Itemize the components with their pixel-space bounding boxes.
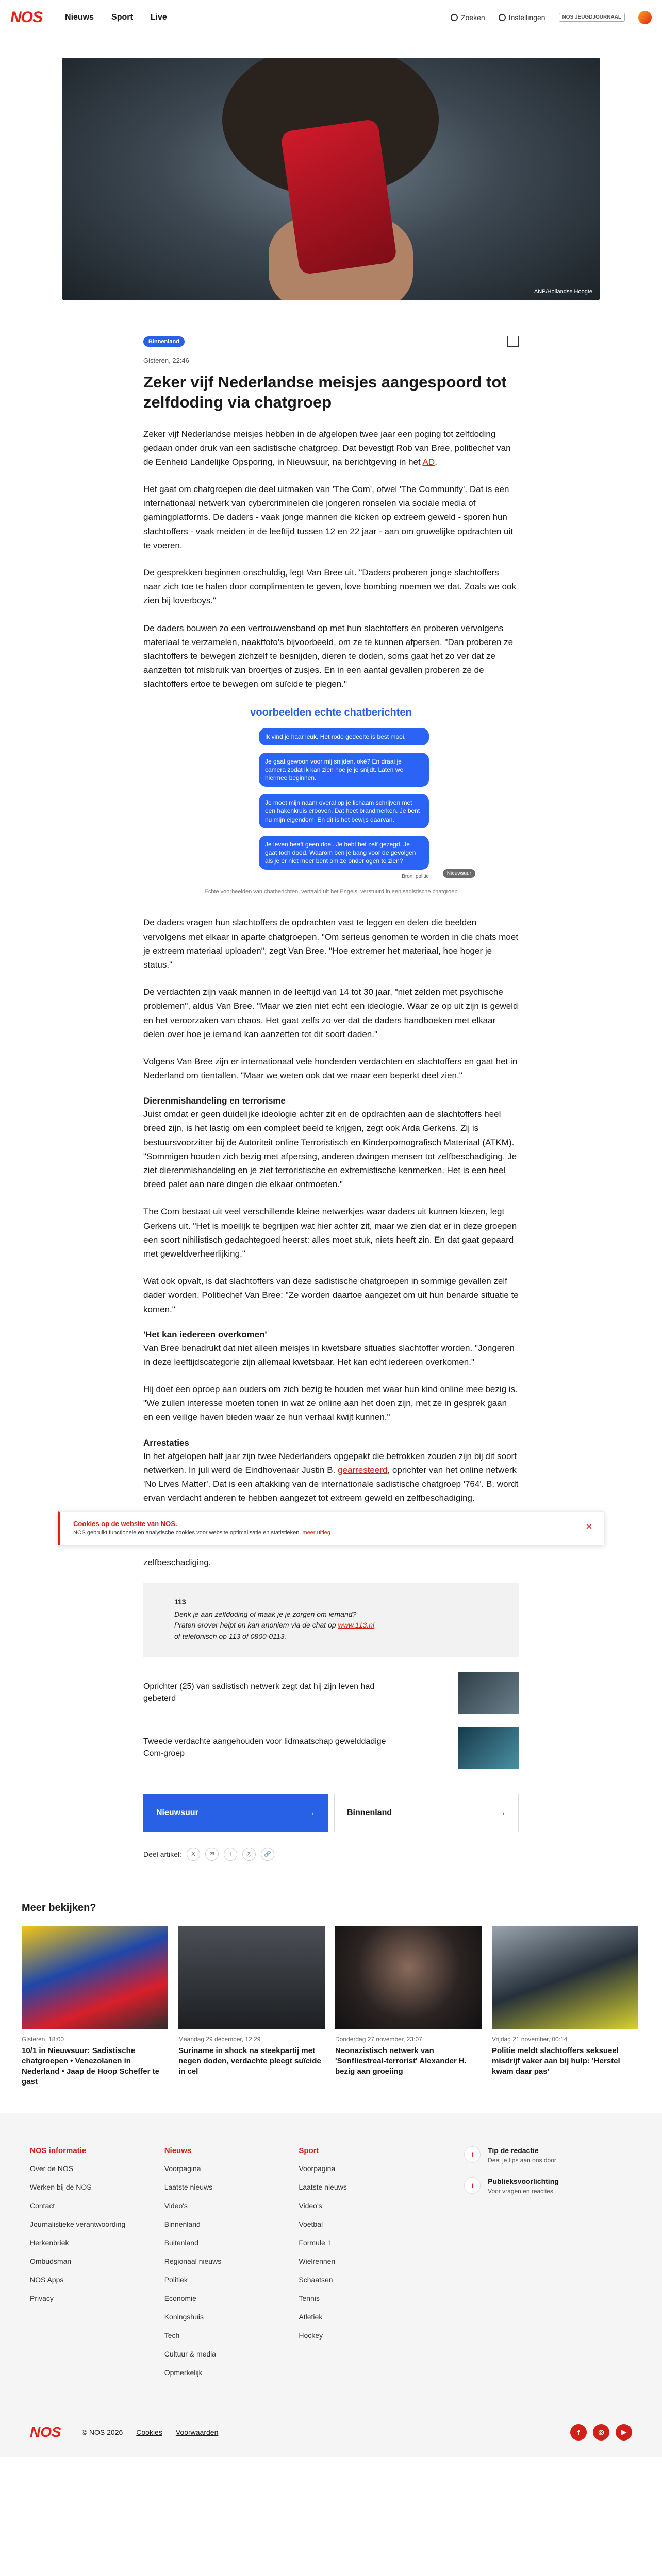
- top-bar: [0, 0, 662, 35]
- chat-source: Bron: politie: [402, 874, 429, 880]
- footer-link[interactable]: Binnenland: [164, 2219, 201, 2228]
- help-infobox: [143, 1583, 519, 1657]
- footer-link[interactable]: Opmerkelijk: [164, 2368, 203, 2377]
- card-date: Maandag 29 december, 12:29: [178, 2035, 261, 2043]
- footer-link[interactable]: Tennis: [299, 2294, 320, 2302]
- footer-link[interactable]: Schaatsen: [299, 2275, 333, 2284]
- footer-link[interactable]: Economie: [164, 2294, 196, 2302]
- section-heading: 'Het kan iedereen overkomen': [143, 1329, 267, 1340]
- chat-bubble: Je gaat gewoon voor mij snijden, oké? En draai je camera zodat ik kan zien hoe je je snijdt. Laten we hiermee beginnen.: [259, 753, 429, 787]
- category-badge[interactable]: Binnenland: [143, 336, 185, 347]
- instagram-icon[interactable]: ◎: [593, 2424, 609, 2441]
- paragraph: In het afgelopen half jaar zijn twee Nederlanders opgepakt die betrokken zouden zijn bij dit soort netwerken. In juli werd de Eindhovenaar Justin B. gearresteerd, oprichter van het online netwerk 'No Lives Matter'. Dat is een aftakking van de internationale sadistische chatgroep '764'. B. wordt ervan verdacht anderen te hebben aangezet tot extreem geweld en zelfbeschadiging.: [143, 1451, 519, 1503]
- footer-link[interactable]: Privacy: [30, 2294, 54, 2302]
- paragraph: Hij doet een oproep aan ouders om zich bezig te houden met waar hun kind online mee bezig is. "We zullen interesse moeten tonen in wat ze online aan het doen zijn, met ze in gesprek gaan en een veilige haven bieden waar ze hun verhaal kwijt kunnen.": [143, 1384, 518, 1422]
- footer-heading: NOS informatie: [30, 2146, 87, 2155]
- source-link[interactable]: AD: [422, 456, 435, 467]
- fside-title: Tip de redactie: [488, 2146, 539, 2155]
- share-x-button[interactable]: X: [187, 1848, 200, 1861]
- footer-link[interactable]: Hockey: [299, 2331, 323, 2340]
- card-image: [22, 1926, 168, 2029]
- nieuwsuur-pill: Nieuwsuur: [443, 869, 475, 878]
- chat-bubble: Ik vind je haar leuk. Het rode gedeelte is best mooi.: [259, 728, 429, 745]
- related-article[interactable]: [143, 1672, 519, 1720]
- footer-link[interactable]: Video's: [164, 2201, 188, 2210]
- arrest-link[interactable]: gearresteerd: [338, 1465, 388, 1475]
- share-whatsapp-button[interactable]: ◎: [242, 1848, 256, 1861]
- card-image: [178, 1926, 325, 2029]
- topic-binnenland[interactable]: Binnenland →: [334, 1794, 519, 1832]
- card-title: Neonazistisch netwerk van 'Sonfliestreal-terrorist' Alexander H. bezig aan groeiing: [335, 2046, 467, 2076]
- footer-link[interactable]: Contact: [30, 2201, 55, 2210]
- hero-phone: [280, 118, 397, 275]
- paragraph: De daders bouwen zo een vertrouwensband op met hun slachtoffers en proberen vervolgens materiaal te verzamelen, naaktfoto's bijvoorbeeld, om ze te kunnen afpersen. "Dan proberen ze slachtoffers te bewegen zichzelf te besnijden, dieren te doden, soms gaat het zo ver dat ze aanzetten tot misbruik van broertjes of zusjes. En in een aantal gevallen proberen ze de slachtoffers ertoe te bewegen om suïcide te plegen.": [143, 623, 514, 689]
- share-mail-button[interactable]: ✉: [205, 1848, 219, 1861]
- card-title: 10/1 in Nieuwsuur: Sadistische chatgroepen • Venezolanen in Nederland • Jaap de Hoop Scheffer te gast: [22, 2046, 159, 2087]
- footer-heading: Sport: [299, 2146, 319, 2155]
- share-icon[interactable]: [507, 336, 519, 347]
- footer-link[interactable]: Tech: [164, 2331, 180, 2340]
- footer-link[interactable]: Regionaal nieuws: [164, 2257, 222, 2265]
- helpline-link[interactable]: www.113.nl: [338, 1621, 375, 1630]
- fside-sub: Deel je tips aan ons door: [488, 2156, 556, 2164]
- topic-nieuwsuur[interactable]: Nieuwsuur →: [143, 1794, 328, 1832]
- settings-label: Instellingen: [508, 13, 545, 22]
- paragraph: Juist omdat er geen duidelijke ideologie achter zit en de opdrachten aan de slachtoffers heel breed zijn, is het lastig om een compleet beeld te krijgen, zegt ook Arda Gerkens. Zij is bestuursvoorzitter bij de Autoriteit online Terroristisch en Kinderpornografisch Materiaal (ATKM). "Sommigen houden zich bezig met afpersing, anderen dwingen mensen tot zelfbeschadiging. Je ziet dierenmishandeling en je ziet terroristische en extremistische kenmerken. Het is een heel breed palet aan nare dingen die elkaar ontmoeten.": [143, 1109, 517, 1190]
- related-title: Oprichter (25) van sadistisch netwerk zegt dat hij zijn leven had gebeterd: [143, 1682, 375, 1703]
- more-card[interactable]: [335, 1926, 482, 2088]
- card-date: Gisteren, 18:00: [22, 2035, 64, 2043]
- image-credit: ANP/Hollandse Hoogte: [534, 289, 592, 295]
- copyright: © NOS 2026: [81, 2428, 123, 2437]
- footer-logo[interactable]: NOS: [30, 2424, 61, 2441]
- paragraph: De gesprekken beginnen onschuldig, legt Van Bree uit. "Daders proberen jonge slachtoffers naar zich toe te halen door complimenten te geven, love bombing noemen we dat. Zoals we ook zien bij loverboys.": [143, 568, 516, 606]
- footer-link[interactable]: Journalistieke verantwoording: [30, 2219, 126, 2228]
- card-title: Suriname in shock na steekpartij met negen doden, verdachte pleegt suïcide in cel: [178, 2046, 321, 2076]
- footer-column-info: [30, 2146, 164, 2387]
- nos-app-icon[interactable]: [638, 11, 652, 24]
- section-heading: Dierenmishandeling en terrorisme: [143, 1096, 286, 1106]
- exclamation-icon: !: [464, 2146, 481, 2163]
- youtube-icon[interactable]: ▶: [616, 2424, 632, 2441]
- footer-column-nieuws: [164, 2146, 299, 2387]
- terms-link[interactable]: Voorwaarden: [175, 2428, 219, 2437]
- footer-link[interactable]: Formule 1: [299, 2238, 332, 2247]
- paragraph: zelfbeschadiging.: [143, 1557, 211, 1568]
- arrow-right-icon: →: [498, 1808, 506, 1817]
- footer-link[interactable]: Video's: [299, 2201, 322, 2210]
- article: [73, 300, 592, 1861]
- footer-link[interactable]: Werken bij de NOS: [30, 2182, 92, 2191]
- chat-bubble: Je moet mijn naam overal op je lichaam schrijven met een hakenkruis erboven. Dat heet brandmerken. Je bent nu mijn eigendom. En dit is het bewijs daarvan.: [259, 794, 429, 828]
- hero-image: [62, 58, 600, 300]
- more-section: [0, 1902, 662, 2088]
- share-facebook-button[interactable]: f: [224, 1848, 237, 1861]
- top-bar-actions: [451, 11, 652, 24]
- footer-link[interactable]: Wielrennen: [299, 2257, 336, 2265]
- chat-title: voorbeelden echte chatberichten: [250, 706, 412, 718]
- section-heading: Arrestaties: [143, 1437, 189, 1448]
- footer-link[interactable]: Voorpagina: [164, 2164, 201, 2173]
- footer-link[interactable]: NOS Apps: [30, 2275, 64, 2284]
- article-meta: [143, 336, 519, 347]
- article-title: Zeker vijf Nederlandse meisjes aangespoord tot zelfdoding via chatgroep: [143, 373, 507, 411]
- paragraph: De daders vragen hun slachtoffers de opdrachten vast te leggen en delen die beelden vervolgens met elkaar in aparte chatgroepen. "Om serieus genomen te worden in die chats moet je extreem materiaal uploaden", zegt Van Bree. "Hoe extremer het materiaal, hoe hoger je status.": [143, 918, 519, 970]
- more-card[interactable]: [22, 1926, 168, 2088]
- footer-link[interactable]: Politiek: [164, 2275, 188, 2284]
- footer-link[interactable]: Voetbal: [299, 2219, 323, 2228]
- chat-caption: Echte voorbeelden van chatberichten, vertaald uit het Engels, verstuurd in een sadistische chatgroep: [204, 889, 458, 895]
- fside-title: Publieksvoorlichting: [488, 2177, 559, 2185]
- publieksvoorlichting[interactable]: [464, 2177, 632, 2195]
- search-icon: [451, 14, 458, 21]
- chat-examples: [187, 707, 475, 880]
- paragraph: Zeker vijf Nederlandse meisjes hebben in de afgelopen twee jaar een poging tot zelfdoding gedaan onder druk van een sadistische chatgroep. Dat bevestigt Rob van Bree, politiechef van de Eenheid Landelijke Opsporing, in Nieuwsuur, na berichtgeving in het AD.: [143, 429, 511, 467]
- paragraph: The Com bestaat uit veel verschillende kleine netwerkjes waar daders uit kunnen kiezen, legt Gerkens uit. "Het is moeilijk te begrijpen wat hier achter zit, maar we zien dat er in deze groepen een soort nihilistisch gedachtegoed heerst: alles moet stuk, niets heeft zin. En dat gaat gepaard met geweldverheerlijking.": [143, 1207, 517, 1259]
- jeugdjournaal-logo[interactable]: NOS JEUGDJOURNAAL: [559, 13, 625, 22]
- main-nav: [65, 13, 167, 22]
- facebook-icon[interactable]: f: [570, 2424, 587, 2441]
- more-title: Meer bekijken?: [22, 1902, 96, 1913]
- footer-link[interactable]: Over de NOS: [30, 2164, 74, 2173]
- card-image: [492, 1926, 638, 2029]
- paragraph: Het gaat om chatgroepen die deel uitmaken van 'The Com', ofwel 'The Community'. Dat is een internationaal netwerk van cybercriminelen die jongeren ronselen via sociale media of gamingplatforms. De daders - vaak jonge mannen die kicken op extreem geweld - sporen hun slachtoffers - vaak meiden in de leeftijd tussen 12 en 22 jaar - aan om gruwelijke opdrachten uit te voeren.: [143, 484, 513, 550]
- tip-redactie[interactable]: [464, 2146, 632, 2164]
- related-thumbnail: [458, 1672, 519, 1714]
- nav-item-sport[interactable]: Sport: [111, 12, 133, 22]
- paragraph: Van Bree benadrukt dat niet alleen meisjes in kwetsbare situaties slachtoffer worden. "Jongeren in deze leeftijdscategorie zijn allemaal kwetsbaar. Het kan echt iedereen overkomen.": [143, 1343, 515, 1367]
- footer-link[interactable]: Koningshuis: [164, 2312, 204, 2321]
- more-card[interactable]: [492, 1926, 638, 2088]
- footer-link[interactable]: Ombudsman: [30, 2257, 72, 2265]
- related-thumbnail: [458, 1727, 519, 1769]
- nav-item-nieuws[interactable]: Nieuws: [65, 12, 94, 22]
- nav-item-live[interactable]: Live: [150, 12, 167, 22]
- footer-link[interactable]: Atletiek: [299, 2312, 323, 2321]
- bottom-bar: [0, 2408, 662, 2457]
- share-row: [143, 1848, 519, 1861]
- paragraph: Wat ook opvalt, is dat slachtoffers van deze sadistische chatgroepen in sommige gevallen zelf dader worden. Politiechef Van Bree: "Ze worden daartoe aangezet om uit hun benarde situatie te komen.": [143, 1276, 519, 1314]
- chat-bubble: Je leven heeft geen doel. Je hebt het zelf gezegd. Je gaat toch dood. Waarom ben je bang voor de gevolgen als je er niet meer bent om ze onder ogen te zien?: [259, 836, 429, 870]
- arrow-right-icon: →: [307, 1808, 315, 1817]
- topic-links: [143, 1794, 519, 1832]
- footer-side: [464, 2146, 632, 2387]
- settings-button[interactable]: [499, 13, 545, 22]
- paragraph: De verdachten zijn vaak mannen in de leeftijd van 14 tot 30 jaar, "niet zelden met psychische problemen", aldus Van Bree. "Maar we zien niet echt een ideologie. Waar ze op uit zijn is geweld en het veroorzaken van chaos. Het gaat zelfs zo ver dat de daders handboeken met elkaar delen over hoe je iemand kan aanzetten tot dit soort daden.": [143, 987, 518, 1039]
- footer-link[interactable]: Voorpagina: [299, 2164, 336, 2173]
- cookie-title: Cookies op de website van NOS.: [73, 1520, 177, 1528]
- card-image: [335, 1926, 482, 2029]
- infobox-text: Denk je aan zelfdoding of maak je je zorgen om iemand? Praten erover helpt en kan anoniem via de chat op www.113.nl of telefonisch op 113 of 0800-0113.: [174, 1609, 375, 1640]
- footer-heading: Nieuws: [164, 2146, 192, 2155]
- card-date: Donderdag 27 november, 23:07: [335, 2035, 422, 2043]
- footer-column-sport: [299, 2146, 433, 2387]
- fside-sub: Voor vragen en reacties: [488, 2187, 553, 2195]
- footer-link[interactable]: Buitenland: [164, 2238, 198, 2247]
- cookie-more-link[interactable]: meer uitleg: [302, 1530, 330, 1536]
- search-button[interactable]: [451, 13, 485, 22]
- footer-link[interactable]: Cultuur & media: [164, 2349, 217, 2358]
- footer-link[interactable]: Laatste nieuws: [164, 2182, 213, 2191]
- more-cards: [22, 1926, 640, 2088]
- cookie-banner: [58, 1511, 604, 1545]
- related-title: Tweede verdachte aangehouden voor lidmaatschap gewelddadige Com-groep: [143, 1737, 386, 1758]
- cookies-link[interactable]: Cookies: [136, 2428, 162, 2437]
- footer: [0, 2113, 662, 2408]
- footer-link[interactable]: Herkenbriek: [30, 2238, 69, 2247]
- close-icon[interactable]: ×: [586, 1520, 592, 1533]
- footer-link[interactable]: Laatste nieuws: [299, 2182, 347, 2191]
- infobox-number: 113: [174, 1597, 186, 1606]
- paragraph: Volgens Van Bree zijn er internationaal vele honderden verdachten en slachtoffers en gaat het in Nederland om tientallen. "Maar we weten ook dat we maar een beperkt deel zien.": [143, 1056, 518, 1081]
- related-article[interactable]: [143, 1727, 519, 1775]
- card-date: Vrijdag 21 november, 00:14: [492, 2035, 568, 2043]
- gear-icon: [499, 14, 506, 21]
- social-links: [570, 2424, 632, 2441]
- article-date: Gisteren, 22:46: [143, 357, 189, 364]
- search-label: Zoeken: [461, 13, 485, 22]
- card-title: Politie meldt slachtoffers seksueel misdrijf vaker aan bij hulp: 'Herstel kwam daar pas': [492, 2046, 620, 2076]
- more-card[interactable]: [178, 1926, 325, 2088]
- share-label: Deel artikel:: [143, 1850, 181, 1858]
- nos-logo[interactable]: NOS: [10, 8, 43, 26]
- share-copy-link-button[interactable]: 🔗: [261, 1848, 274, 1861]
- info-icon: i: [464, 2177, 481, 2194]
- cookie-text: NOS gebruikt functionele en analytische cookies voor website optimalisatie en statistieken. meer uitleg: [73, 1530, 330, 1536]
